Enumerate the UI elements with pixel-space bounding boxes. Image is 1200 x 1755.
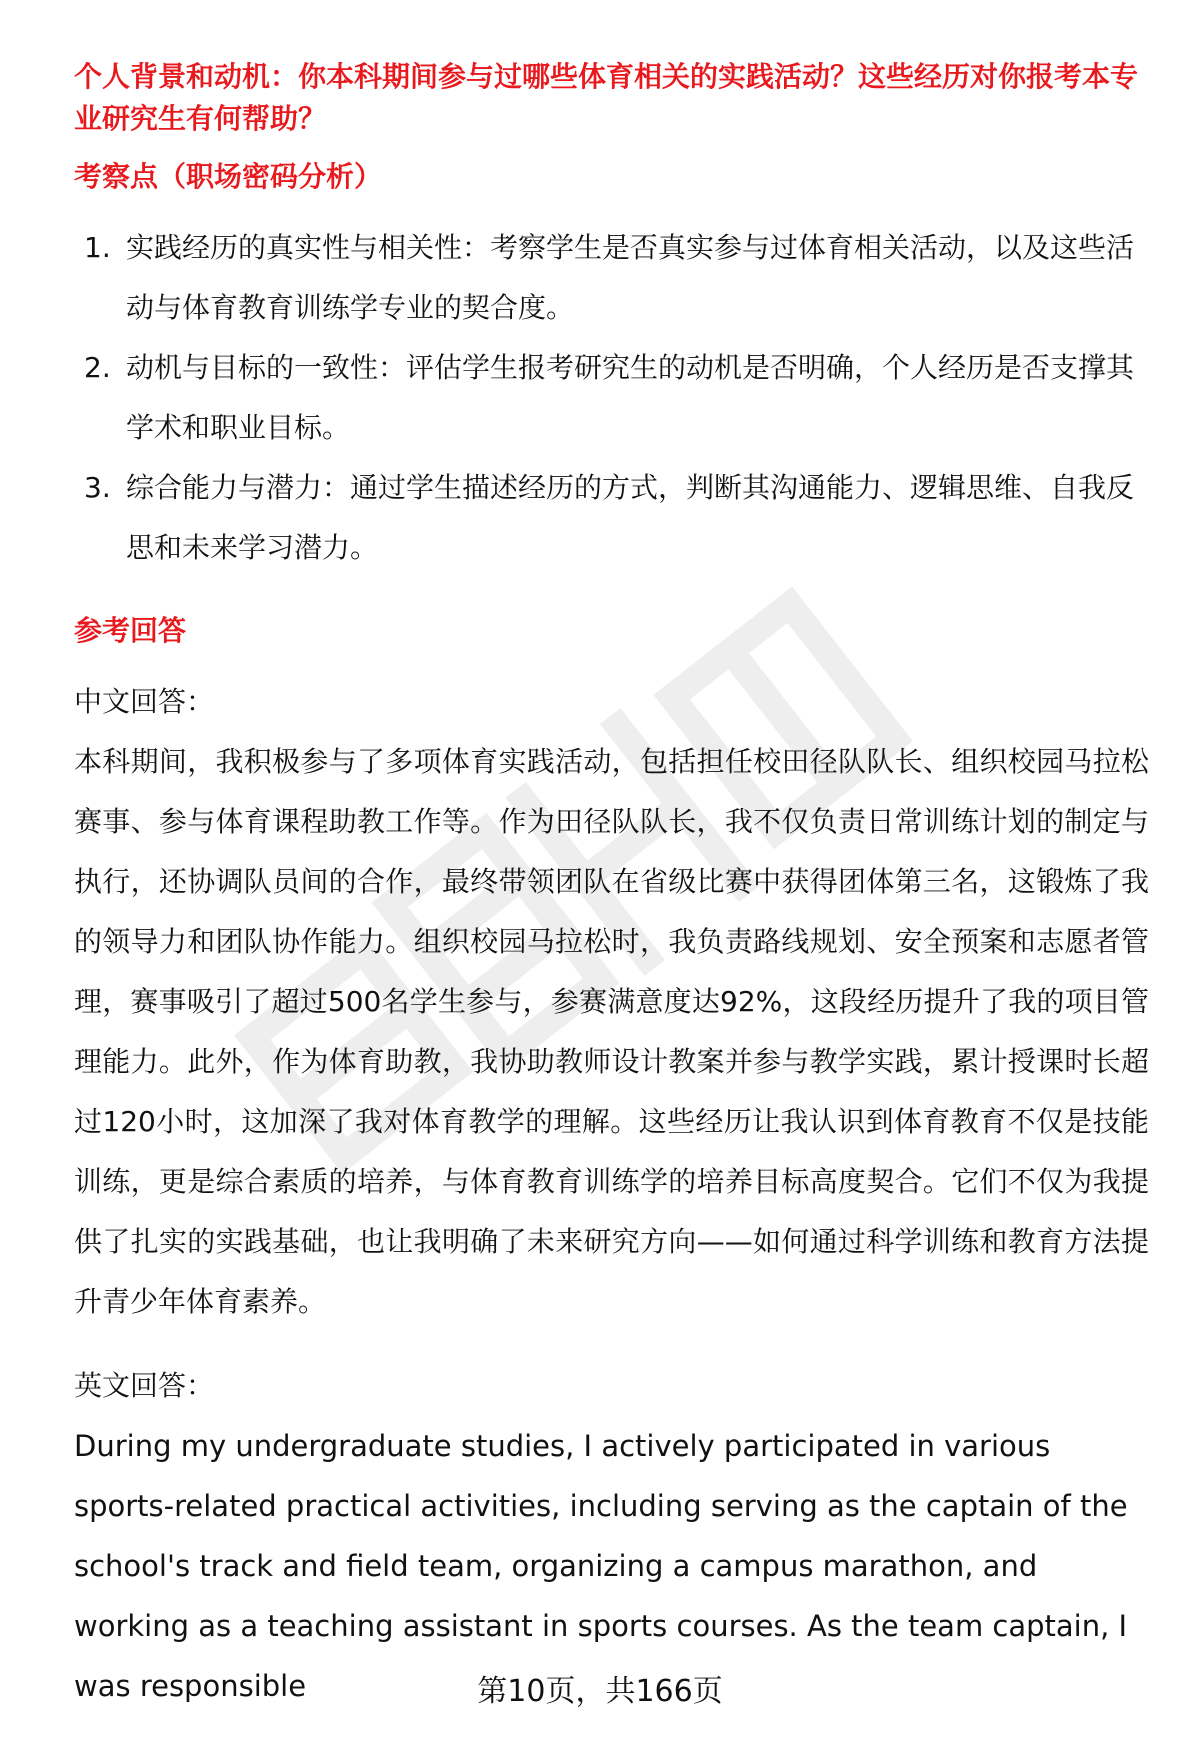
question-heading: 个人背景和动机：你本科期间参与过哪些体育相关的实践活动？这些经历对你报考本专业研究生有何帮助？ <box>74 60 1139 135</box>
assessment-point <box>74 458 1149 578</box>
point-text: 实践经历的真实性与相关性：考察学生是否真实参与过体育相关活动，以及这些活动与体育教育训练学专业的契合度。 <box>126 231 1135 324</box>
page-number-footer: 第10页，共166页 <box>477 1674 723 1709</box>
assessment-point <box>74 218 1149 338</box>
assessment-point <box>74 338 1149 458</box>
english-answer-label: 英文回答： <box>74 1369 215 1402</box>
assessment-heading: 考察点（职场密码分析） <box>74 160 383 193</box>
point-number: 2. <box>84 351 111 384</box>
document-content <box>74 56 1149 1716</box>
point-text: 综合能力与潜力：通过学生描述经历的方式，判断其沟通能力、逻辑思维、自我反思和未来学习潜力。 <box>126 471 1135 564</box>
chinese-answer-label: 中文回答： <box>74 685 215 718</box>
assessment-points-list <box>74 218 1149 578</box>
english-answer-text: During my undergraduate studies, I actively participated in various sports-related practical activities, including serving as the captain of the school's track and field team, organizing a campus marathon, and working as a teaching assistant in sports courses. As the team captain, I was responsible <box>74 1429 1128 1703</box>
point-number: 3. <box>84 471 111 504</box>
point-text: 动机与目标的一致性：评估学生报考研究生的动机是否明确，个人经历是否支撑其学术和职业目标。 <box>126 351 1135 444</box>
chinese-answer-text: 本科期间，我积极参与了多项体育实践活动，包括担任校田径队队长、组织校园马拉松赛事、参与体育课程助教工作等。作为田径队队长，我不仅负责日常训练计划的制定与执行，还协调队员间的合作，最终带领团队在省级比赛中获得团体第三名，这锻炼了我的领导力和团队协作能力。组织校园马拉松时，我负责路线规划、安全预案和志愿者管理，赛事吸引了超过500名学生参与，参赛满意度达92%，这段经历提升了我的项目管理能力。此外，作为体育助教，我协助教师设计教案并参与教学实践，累计授课时长超过120小时，这加深了我对体育教学的理解。这些经历让我认识到体育教育不仅是技能训练，更是综合素质的培养，与体育教育训练学的培养目标高度契合。它们不仅为我提供了扎实的实践基础，也让我明确了未来研究方向——如何通过科学训练和教育方法提升青少年体育素养。 <box>74 745 1149 1318</box>
point-number: 1. <box>84 231 111 264</box>
reference-heading: 参考回答 <box>74 614 187 647</box>
